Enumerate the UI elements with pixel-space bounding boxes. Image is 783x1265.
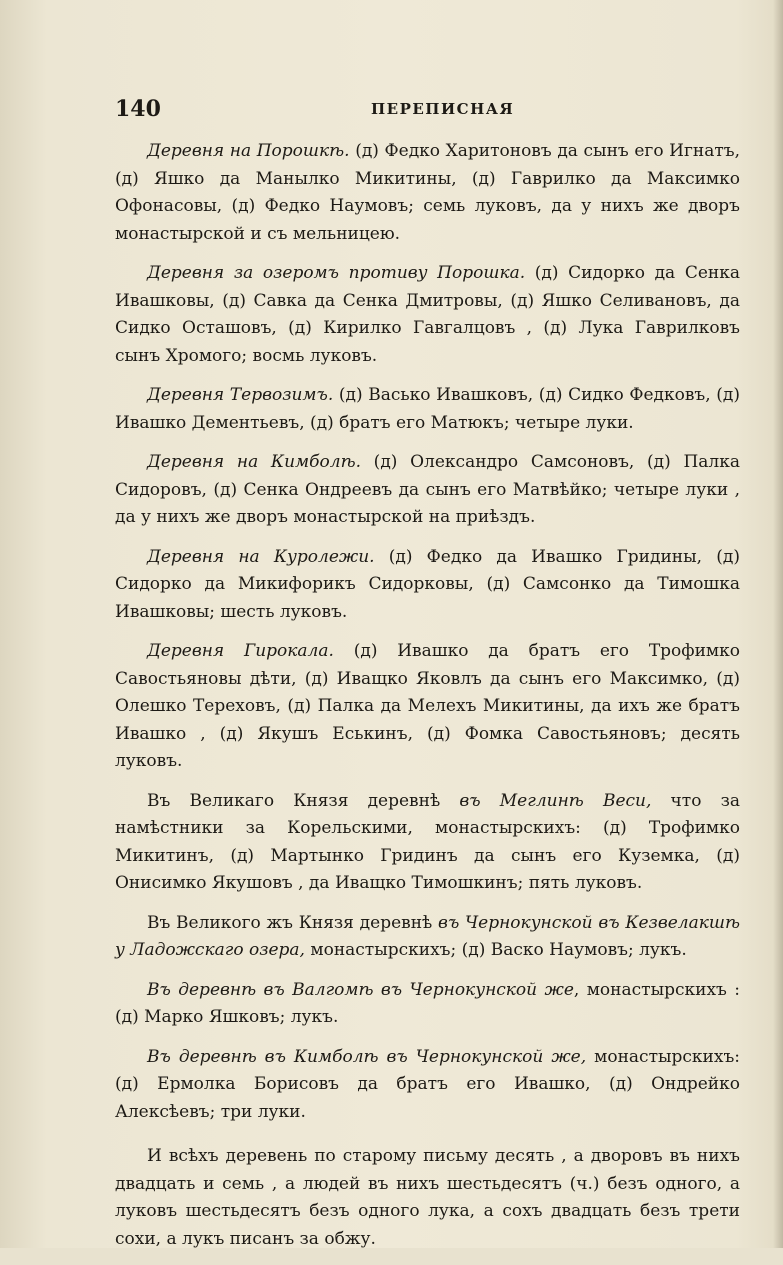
paragraph-za-ozerom — [115, 260, 740, 370]
paragraph-text: , монастырскихъ : (д) Марко Яшковъ; лукъ. — [115, 979, 740, 1027]
village-name: Въ деревнѣ въ Кимболѣ въ Чернокунской же, — [147, 1046, 587, 1067]
village-name: Деревня за озеромъ противу Порошка. — [147, 263, 526, 283]
page-number: 140 — [115, 96, 161, 122]
paragraph-meglina-ves — [115, 788, 740, 898]
paragraph-text: (д) Васько Ивашковъ, (д) Сидко Федковъ, (д) Ивашко Дементьевъ, (д) братъ его Матюкъ; четыре луки. — [115, 385, 740, 433]
village-name: въ Чернокунской въ Кезвелакшѣ у Ладожскаго озера, — [115, 912, 740, 960]
paragraph-lead: Въ Великого жъ Князя деревнѣ — [147, 912, 439, 933]
paragraph-lead: Въ Великаго Князя деревнѣ — [147, 790, 460, 811]
paragraph-text: (д) Олександро Самсоновъ, (д) Палка Сидоровъ, (д) Сенка Ондреевъ да сынъ его Матвѣйко; четыре луки , да у нихъ же дворъ монастырской на приѣздъ. — [115, 452, 740, 527]
paragraph-text: монастырскихъ: (д) Ермолка Борисовъ да братъ его Ивашко, (д) Ондрейко Алексѣевъ; три луки. — [115, 1046, 740, 1122]
body-text — [115, 138, 740, 1265]
paragraph-girokala — [115, 638, 740, 776]
paragraph-text: (д) Сидорко да Сенка Ивашковы, (д) Савка да Сенка Дмитровы, (д) Яшко Селивановъ, да Сидко Осташовъ, (д) Кирилко Гавгалцовъ , (д) Лука Гаврилковъ сынъ Хромого; восмь луковъ. — [115, 263, 740, 366]
paragraph-text: что за намѣстники за Корельскими, монастырскихъ: (д) Трофимко Микитинъ, (д) Мартынко Гридинъ да сынъ его Куземка, (д) Онисимко Якушовъ , да Иващко Тимошкинъ; пять луковъ. — [115, 790, 740, 893]
paragraph-kezvelakshe — [115, 910, 740, 965]
village-name: Деревня на Кимболѣ. — [147, 452, 361, 472]
paragraph-kurolezhi — [115, 544, 740, 627]
paragraph-poroshka — [115, 138, 740, 248]
village-name: Деревня Гирокала. — [147, 641, 334, 661]
running-head: ПЕРЕПИСНАЯ — [371, 100, 515, 118]
paragraph-text: (д) Федко да Ивашко Гридины, (д) Сидорко да Микифорикъ Сидорковы, (д) Самсонко да Тимошка Ивашковы; шесть луковъ. — [115, 546, 740, 622]
paragraph-tervozim — [115, 382, 740, 437]
paragraph-text: И всѣхъ деревень по старому письму десять , а дворовъ въ нихъ двадцать и семь , а людей въ нихъ шестьдесятъ (ч.) безъ одного, а луковъ шестьдесятъ безъ одного лука, а сохъ двадцать безъ трети сохи, а лукъ писанъ за обжу. — [115, 1146, 740, 1249]
paragraph-text: монастырскихъ; (д) Васко Наумовъ; лукъ. — [304, 940, 687, 960]
village-name: въ Меглинѣ Веси, — [459, 790, 652, 811]
paragraph-summary — [115, 1143, 740, 1253]
village-name: Деревня на Куролежи. — [147, 546, 375, 567]
paragraph-text: (д) Ивашко да братъ его Трофимко Савостьяновы дѣти, (д) Иващко Яковлъ да сынъ его Максимко, (д) Олешко Тереховъ, (д) Палка да Мелехъ Микитины, да ихъ же братъ Ивашко , (д) Якушъ Еськинъ, (д) Фомка Савостьяновъ; десять луковъ. — [115, 641, 740, 771]
paragraph-kimbol-chernokunskoy — [115, 1044, 740, 1127]
paragraph-kimbol — [115, 449, 740, 532]
village-name: Деревня на Порошкѣ. — [147, 141, 350, 161]
village-name: Въ деревнѣ въ Валгомѣ въ Чернокунской же — [147, 979, 574, 1000]
paragraph-valgoma — [115, 977, 740, 1032]
page-header — [115, 96, 740, 126]
paragraph-text: (д) Федко Харитоновъ да сынъ его Игнатъ, (д) Яшко да Манылко Микитины, (д) Гаврилко да Максимко Офонасовы, (д) Федко Наумовъ; семь луковъ, да у нихъ же дворъ монастырской и съ мельницею. — [115, 141, 740, 244]
village-name: Деревня Тервозимъ. — [147, 385, 334, 405]
